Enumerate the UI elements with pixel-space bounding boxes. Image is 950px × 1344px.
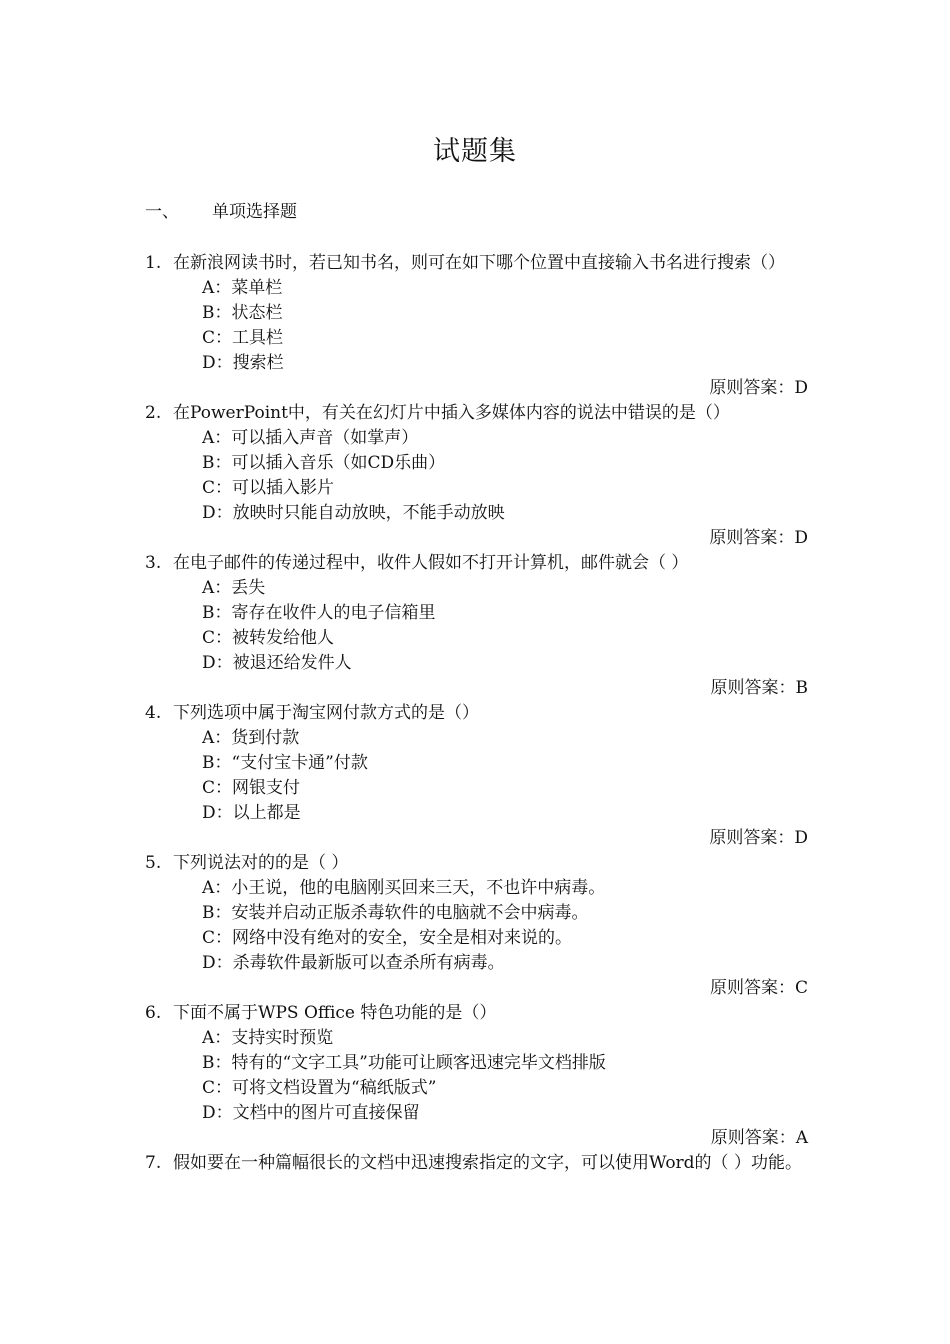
option-item: D：文档中的图片可直接保留 xyxy=(202,1103,420,1123)
question-text: 下列选项中属于淘宝网付款方式的是（） xyxy=(173,703,479,723)
option-item: B：“支付宝卡通”付款 xyxy=(202,753,368,773)
section-number: 一、 xyxy=(145,202,179,222)
option-list xyxy=(145,276,808,376)
option-item: D：以上都是 xyxy=(202,803,301,823)
question-text: 假如要在一种篇幅很长的文档中迅速搜索指定的文字，可以使用Word的（ ）功能。 xyxy=(173,1153,802,1173)
option-list xyxy=(145,576,808,676)
question-stem xyxy=(145,851,808,876)
question-stem xyxy=(145,701,808,726)
standard-answer: 原则答案：D xyxy=(709,528,808,548)
question-item xyxy=(145,701,808,851)
section-heading xyxy=(145,200,297,225)
option-item: C：可将文档设置为“稿纸版式” xyxy=(202,1078,437,1098)
question-number: 3. xyxy=(145,553,162,573)
option-item: B：可以插入音乐（如CD乐曲） xyxy=(202,453,446,473)
question-stem xyxy=(145,1001,808,1026)
question-stem xyxy=(145,401,808,426)
question-item xyxy=(145,551,808,701)
option-list xyxy=(145,726,808,826)
option-item: C：被转发给他人 xyxy=(202,628,335,648)
question-item xyxy=(145,851,808,1001)
option-item: B：特有的“文字工具”功能可让顾客迅速完毕文档排版 xyxy=(202,1053,606,1073)
option-item: A：货到付款 xyxy=(202,728,300,748)
question-number: 4. xyxy=(145,703,162,723)
question-number: 1. xyxy=(145,253,162,273)
question-stem xyxy=(145,551,808,576)
option-item: D：杀毒软件最新版可以查杀所有病毒。 xyxy=(202,953,505,973)
question-text: 下面不属于WPS Office 特色功能的是（） xyxy=(173,1003,497,1023)
question-item xyxy=(145,251,808,401)
question-text: 在新浪网读书时，若已知书名，则可在如下哪个位置中直接输入书名进行搜索（） xyxy=(173,253,785,273)
standard-answer: 原则答案：A xyxy=(710,1128,808,1148)
question-number: 2. xyxy=(145,403,162,423)
option-item: B：寄存在收件人的电子信箱里 xyxy=(202,603,436,623)
question-stem xyxy=(145,1151,808,1176)
question-number: 6. xyxy=(145,1003,162,1023)
option-item: C：网络中没有绝对的安全，安全是相对来说的。 xyxy=(202,928,573,948)
option-item: A：可以插入声音（如掌声） xyxy=(202,428,419,448)
question-stem xyxy=(145,251,808,276)
question-item xyxy=(145,401,808,551)
option-list xyxy=(145,876,808,976)
option-item: D：被退还给发件人 xyxy=(202,653,352,673)
page-title: 试题集 xyxy=(433,136,517,167)
question-item xyxy=(145,1001,808,1151)
option-item: A：小王说，他的电脑刚买回来三天，不也许中病毒。 xyxy=(202,878,606,898)
option-item: A：支持实时预览 xyxy=(202,1028,334,1048)
option-item: B：状态栏 xyxy=(202,303,283,323)
question-number: 7. xyxy=(145,1153,162,1173)
question-list xyxy=(145,251,808,1176)
option-list xyxy=(145,1026,808,1126)
question-number: 5. xyxy=(145,853,162,873)
option-item: A：丢失 xyxy=(202,578,266,598)
standard-answer: 原则答案：D xyxy=(709,828,808,848)
option-item: B：安装并启动正版杀毒软件的电脑就不会中病毒。 xyxy=(202,903,589,923)
option-item: A：菜单栏 xyxy=(202,278,283,298)
option-item: C：工具栏 xyxy=(202,328,284,348)
question-text: 在电子邮件的传递过程中，收件人假如不打开计算机，邮件就会（ ） xyxy=(173,553,689,573)
standard-answer: 原则答案：B xyxy=(710,678,808,698)
option-item: C：可以插入影片 xyxy=(202,478,335,498)
standard-answer: 原则答案：D xyxy=(709,378,808,398)
question-text: 在PowerPoint中，有关在幻灯片中插入多媒体内容的说法中错误的是（） xyxy=(173,403,730,423)
question-text: 下列说法对的的是（ ） xyxy=(173,853,349,873)
section-title: 单项选择题 xyxy=(212,202,297,222)
option-item: D：放映时只能自动放映，不能手动放映 xyxy=(202,503,505,523)
option-item: D：搜索栏 xyxy=(202,353,284,373)
question-item xyxy=(145,1151,808,1176)
option-item: C：网银支付 xyxy=(202,778,301,798)
standard-answer: 原则答案：C xyxy=(709,978,808,998)
option-list xyxy=(145,426,808,526)
